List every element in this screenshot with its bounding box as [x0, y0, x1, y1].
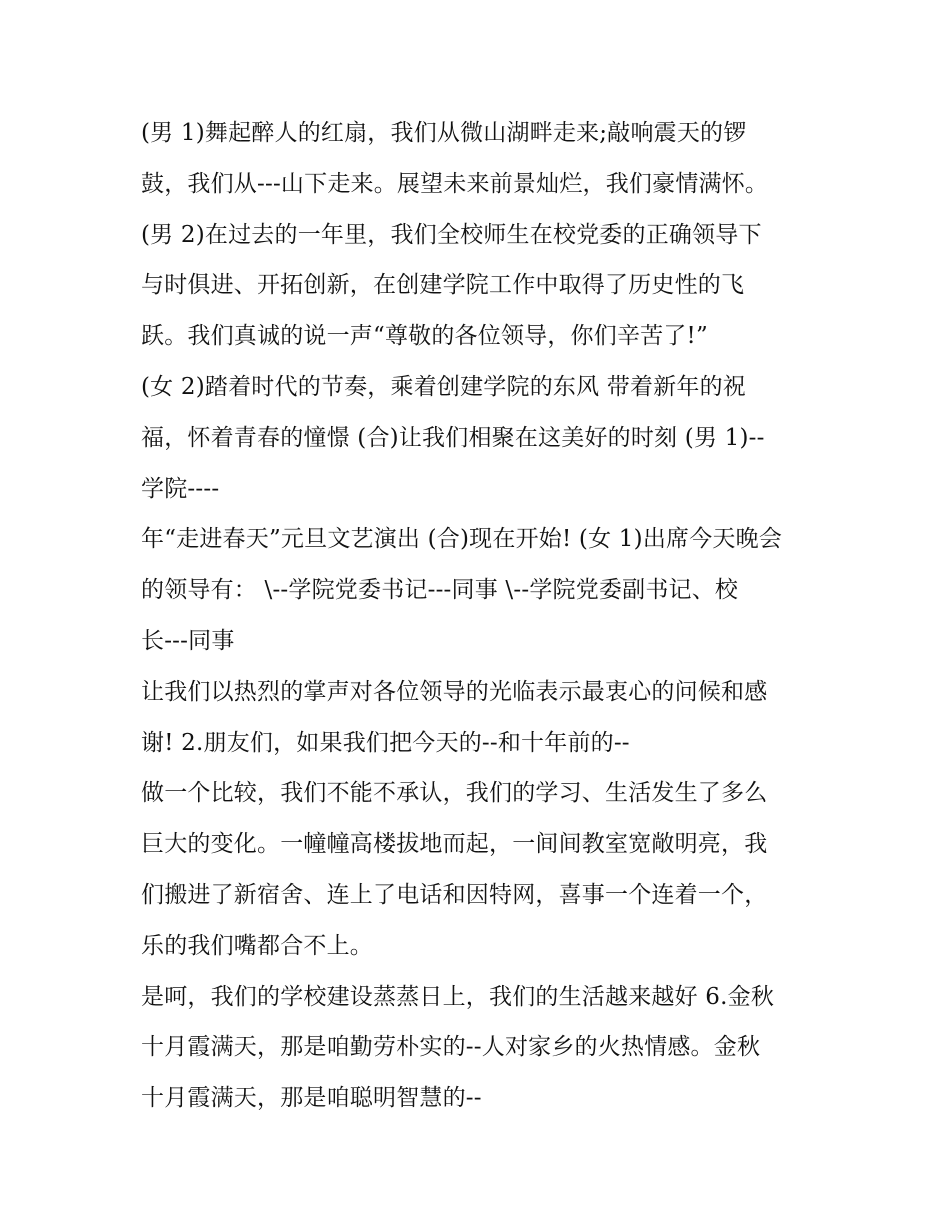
- text-line: 谢! 2.朋友们，如果我们把今天的--和十年前的--: [141, 729, 630, 756]
- text-line: (女 2)踏着时代的节奏，乘着创建学院的东风 带着新年的祝: [141, 373, 747, 400]
- text-line: 十月霞满天，那是咱勤劳朴实的--人对家乡的火热情感。金秋: [141, 1034, 761, 1061]
- text-line: 福，怀着青春的憧憬 (合)让我们相聚在这美好的时刻 (男 1)--: [141, 424, 765, 451]
- text-line: 让我们以热烈的掌声对各位领导的光临表示最衷心的问候和感: [141, 678, 768, 705]
- text-line: (男 2)在过去的一年里，我们全校师生在校党委的正确领导下: [141, 221, 762, 248]
- text-line: 十月霞满天，那是咱聪明智慧的--: [141, 1085, 482, 1112]
- text-line: 们搬进了新宿舍、连上了电话和因特网，喜事一个连着一个，: [141, 881, 768, 908]
- text-line: 与时俱进、开拓创新，在创建学院工作中取得了历史性的飞: [141, 272, 745, 299]
- text-line: 是呵，我们的学校建设蒸蒸日上，我们的生活越来越好 6.金秋: [141, 983, 775, 1010]
- text-line: 乐的我们嘴都合不上。: [141, 932, 373, 959]
- text-line: 学院----: [141, 475, 220, 502]
- text-line: 跃。我们真诚的说一声“尊敬的各位领导，你们辛苦了!”: [141, 323, 708, 350]
- text-line: 鼓，我们从---山下走来。展望未来前景灿烂，我们豪情满怀。: [141, 170, 769, 197]
- document-body: [141, 108, 821, 1124]
- text-line: 长---同事: [141, 627, 235, 654]
- text-line: (男 1)舞起醉人的红扇，我们从微山湖畔走来;敲响震天的锣: [141, 120, 747, 146]
- text-line: 年“走进春天”元旦文艺演出 (合)现在开始! (女 1)出席今天晚会: [141, 526, 783, 553]
- text-line: 的领导有： \--学院党委书记---同事 \--学院党委副书记、校: [141, 577, 739, 604]
- text-line: 巨大的变化。一幢幢高楼拔地而起，一间间教室宽敞明亮，我: [141, 831, 768, 858]
- text-line: 做一个比较，我们不能不承认，我们的学习、生活发生了多么: [141, 780, 768, 807]
